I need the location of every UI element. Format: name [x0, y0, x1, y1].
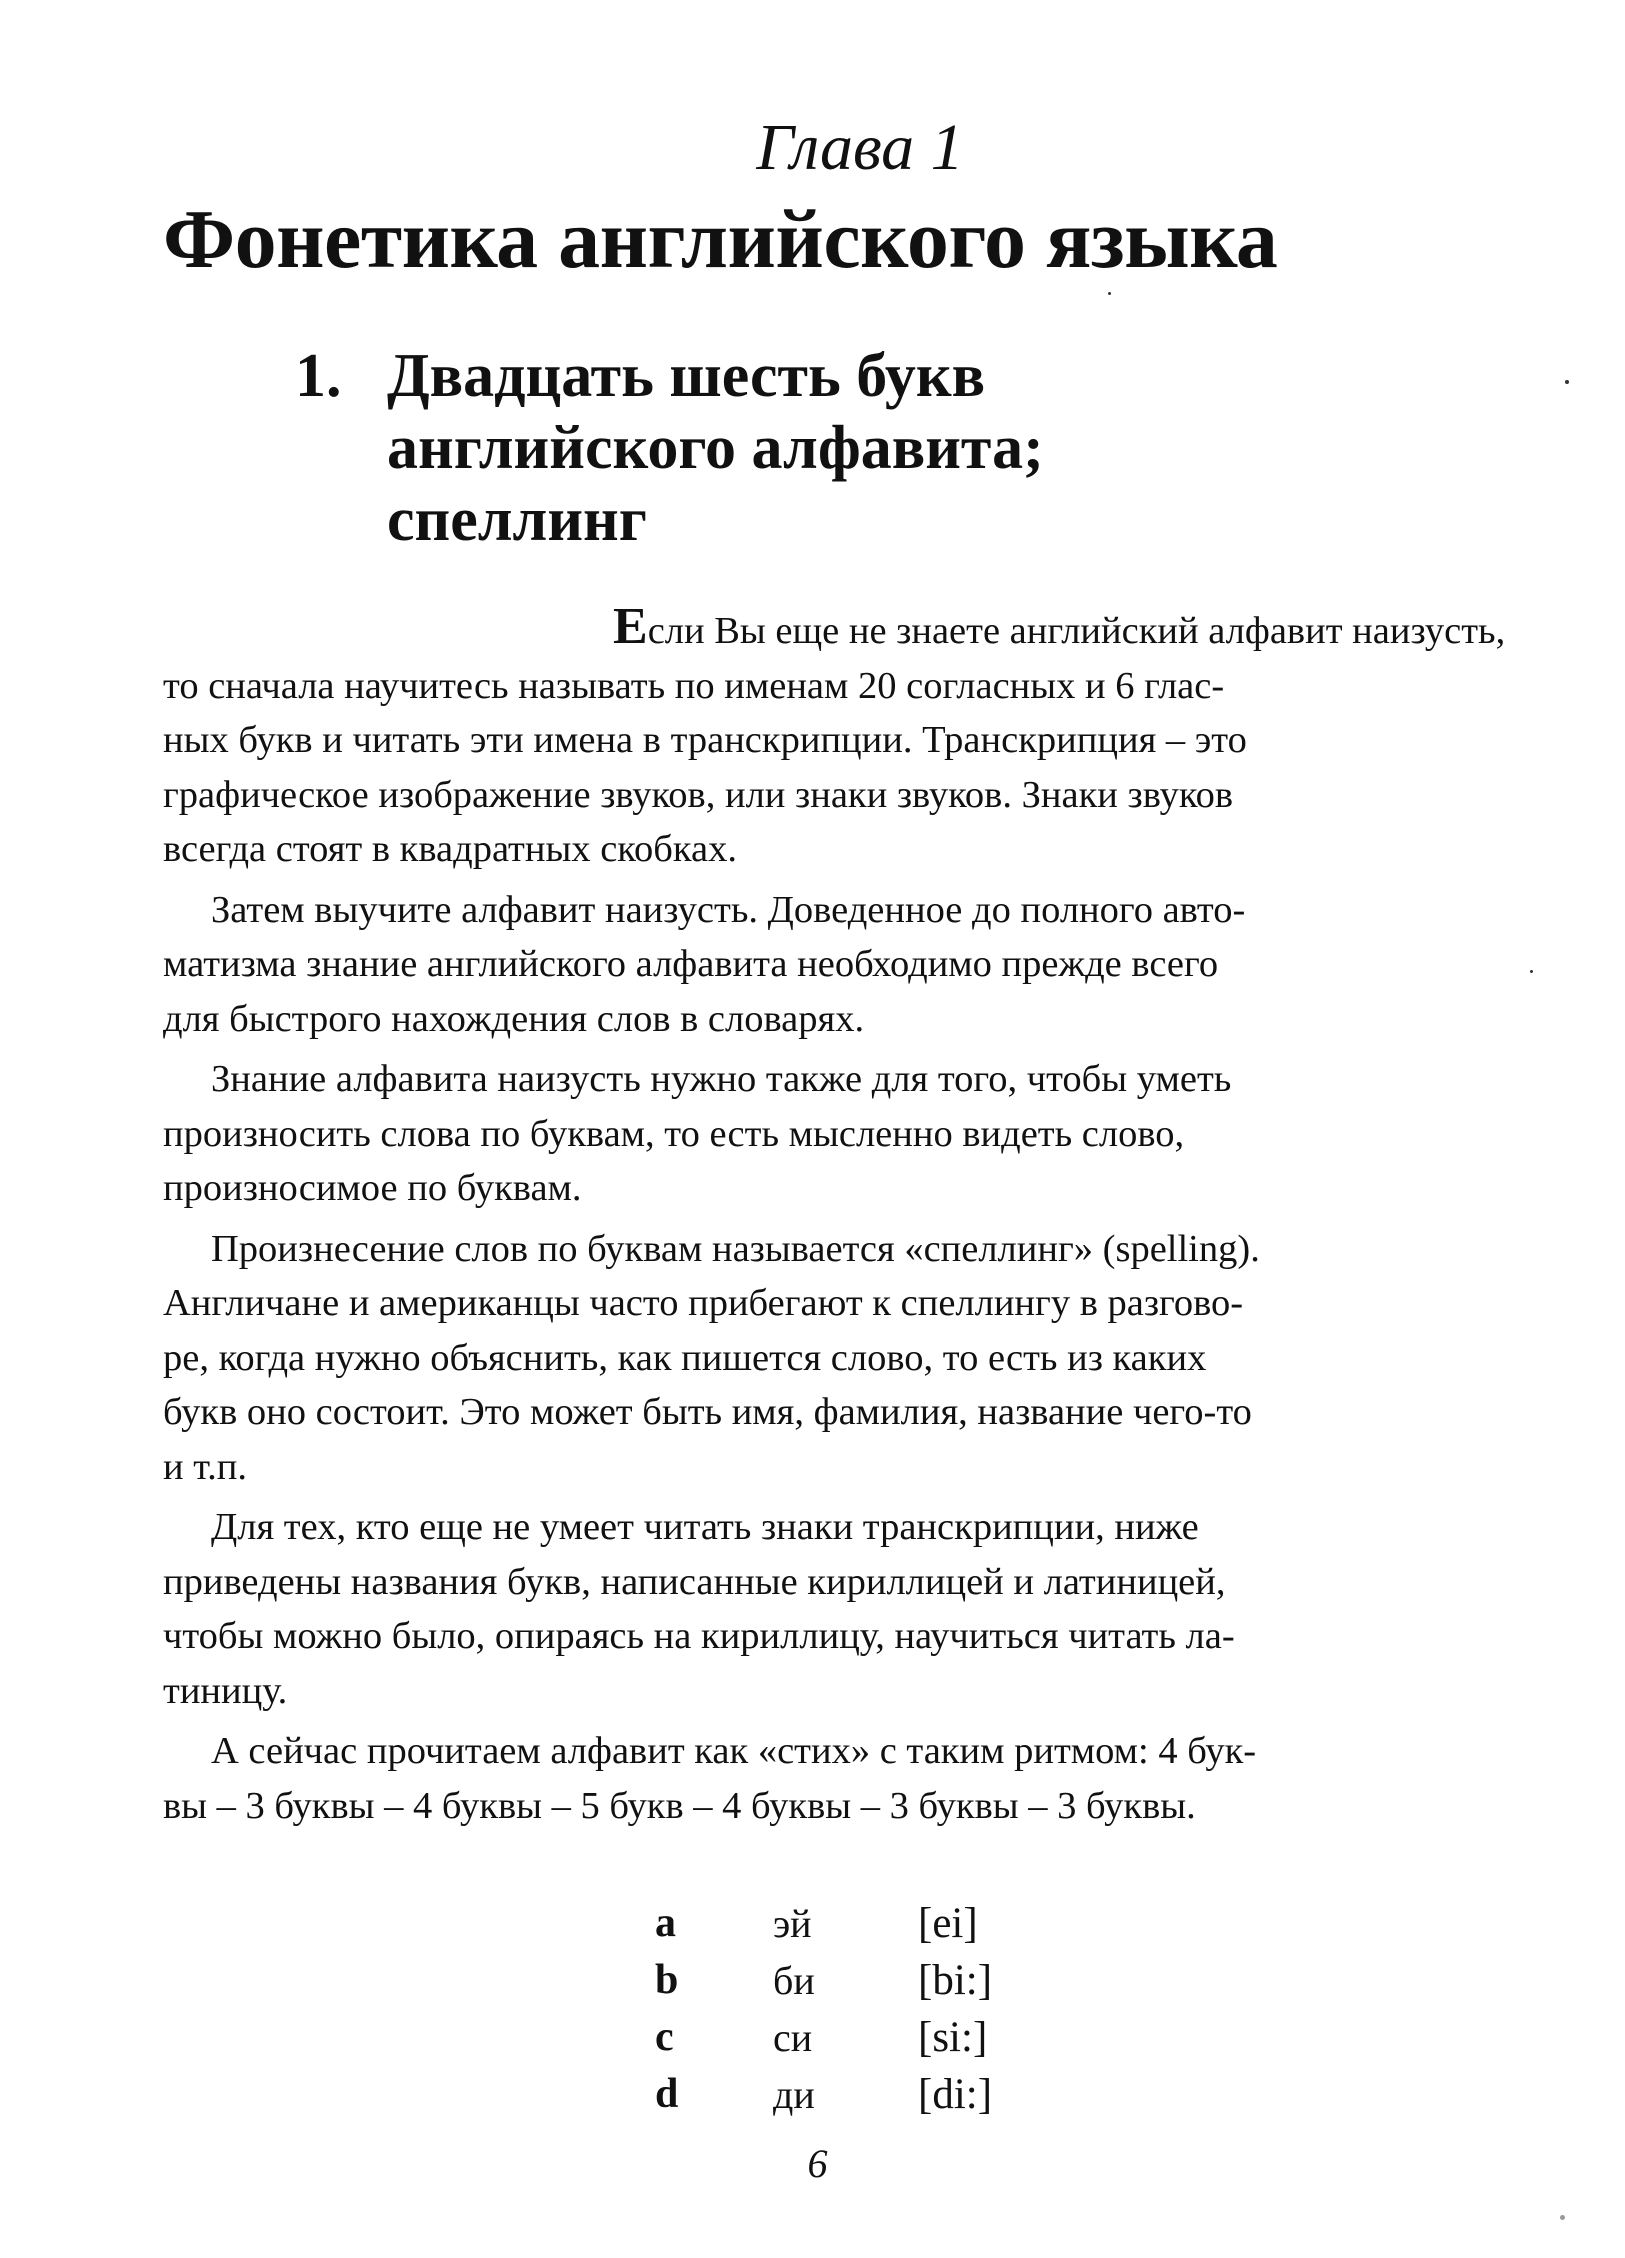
- paragraph-line: Знание алфавита наизусть нужно также для того, чтобы уметь: [211, 1058, 1232, 1100]
- alphabet-transcription: [ei]: [918, 1900, 978, 1947]
- section-title: [387, 340, 1147, 556]
- alphabet-letter: c: [655, 2014, 674, 2060]
- paragraph-line: Для тех, кто еще не умеет читать знаки транскрипции, ниже: [211, 1506, 1199, 1548]
- alphabet-row: [655, 1895, 1105, 1952]
- section-title-line: Двадцать шесть букв: [387, 342, 986, 410]
- paragraph-line: Англичане и американцы часто прибегают к спеллингу в разгово-: [163, 1282, 1244, 1324]
- drop-cap: Е: [613, 598, 648, 655]
- paragraph-line: тиницу.: [163, 1669, 288, 1712]
- alphabet-transcription: [di:]: [918, 2071, 993, 2118]
- body-text: [163, 598, 1506, 1833]
- scan-speck: [1560, 2215, 1565, 2220]
- alphabet-transcription: [bi:]: [918, 1957, 993, 2004]
- paragraph-line: для быстрого нахождения слов в словарях.: [163, 997, 865, 1040]
- alphabet-letter: a: [655, 1900, 676, 1946]
- paragraph-line: Произнесение слов по буквам называется «спеллинг» (spelling).: [211, 1227, 1260, 1270]
- paragraph-line-text: сли Вы еще не знаете английский алфавит наизусть,: [647, 610, 1506, 652]
- paragraph: [163, 883, 1473, 1047]
- paragraph-line: вы – 3 буквы – 4 буквы – 5 букв – 4 буквы – 3 буквы – 3 буквы.: [163, 1784, 1196, 1827]
- paragraph-line: Затем выучите алфавит наизусть. Доведенное до полного авто-: [211, 888, 1246, 931]
- alphabet-row: [655, 2066, 1105, 2123]
- alphabet-row: [655, 1952, 1105, 2009]
- section-title-line: спеллинг: [387, 486, 647, 554]
- paragraph-line: букв оно состоит. Это может быть имя, фамилия, название чего-то: [163, 1391, 1252, 1433]
- alphabet-transcription: [si:]: [918, 2014, 988, 2061]
- paragraph-line: ре, когда нужно объяснить, как пишется слово, то есть из каких: [163, 1336, 1207, 1379]
- alphabet-cyrillic-name: эй: [773, 1901, 812, 1946]
- paragraph: [163, 1724, 1473, 1833]
- chapter-label: Глава 1: [756, 111, 964, 184]
- paragraph-line: чтобы можно было, опираясь на кириллицу, научиться читать ла-: [163, 1615, 1235, 1657]
- paragraph-line: графическое изображение звуков, или знаки звуков. Знаки звуков: [163, 773, 1234, 816]
- scan-speck: [1530, 970, 1533, 973]
- paragraph-line: то сначала научитесь называть по именам 20 согласных и 6 глас-: [163, 664, 1225, 707]
- section-title-line: английского алфавита;: [387, 414, 1044, 482]
- alphabet-cyrillic-name: си: [773, 2015, 813, 2060]
- paragraph-line: ных букв и читать эти имена в транскрипции. Транскрипция – это: [163, 719, 1247, 761]
- paragraph-line: [163, 598, 1506, 659]
- paragraph-line: приведены названия букв, написанные кириллицей и латиницей,: [163, 1560, 1226, 1603]
- paragraph: [163, 1222, 1473, 1495]
- scan-speck: [1565, 380, 1569, 384]
- alphabet-letter: b: [655, 1957, 679, 2003]
- alphabet-letter: d: [655, 2071, 679, 2117]
- paragraph-line: произносить слова по буквам, то есть мысленно видеть слово,: [163, 1112, 1185, 1155]
- paragraph: [163, 598, 1506, 877]
- paragraph-line: матизма знание английского алфавита необходимо прежде всего: [163, 943, 1219, 985]
- alphabet-cyrillic-name: би: [773, 1958, 815, 2003]
- paragraph-line: всегда стоят в квадратных скобках.: [163, 828, 737, 870]
- section-number: 1.: [295, 342, 342, 410]
- alphabet-row: [655, 2009, 1105, 2066]
- paragraph: [163, 1052, 1473, 1216]
- paragraph-line: произносимое по буквам.: [163, 1167, 582, 1209]
- paragraph: [163, 1500, 1473, 1718]
- paragraph-line: и т.п.: [163, 1445, 248, 1488]
- alphabet-table: [655, 1895, 1105, 2123]
- alphabet-cyrillic-name: ди: [773, 2072, 815, 2117]
- chapter-title: Фонетика английского языка: [163, 193, 1278, 286]
- scan-speck: [1108, 292, 1111, 295]
- paragraph-line: А сейчас прочитаем алфавит как «стих» с таким ритмом: 4 бук-: [211, 1730, 1257, 1772]
- page-number: 6: [807, 2141, 828, 2186]
